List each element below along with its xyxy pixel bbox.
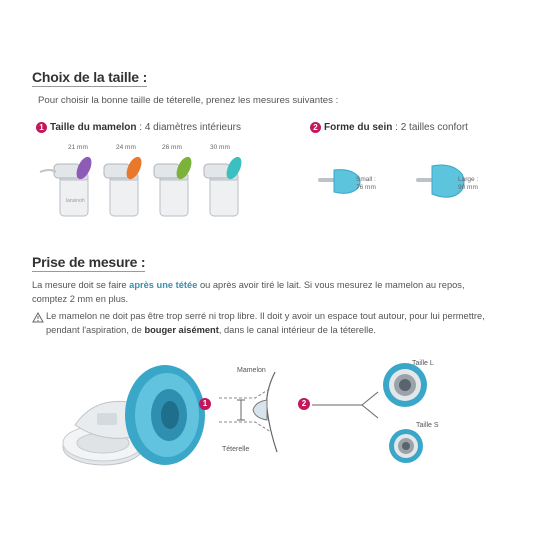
step-2-badge: 2 xyxy=(310,122,321,133)
nipple-size-heading: 1 Taille du mamelon : 4 diamètres intérieurs xyxy=(36,122,241,133)
breast-pumps-illustration xyxy=(38,150,258,220)
diameter-label-26: 26 mm xyxy=(162,144,182,151)
small-flange-label: Small : 76 mm xyxy=(356,176,376,191)
svg-text:lansinoh: lansinoh xyxy=(66,198,85,204)
breast-shape-heading: 2 Forme du sein : 2 tailles confort xyxy=(310,122,468,133)
branch-lines xyxy=(312,380,382,430)
nipple-cross-section-diagram xyxy=(215,370,325,455)
breast-pump-21mm xyxy=(40,155,95,216)
warning-paragraph: Le mamelon ne doit pas être trop serré ni trop libre. Il doit y avoir un espace tout autour, pour lui permettre, pendant l'aspiration, de bouger aisément, dans le canal intérieur de la téterelle. xyxy=(46,311,485,335)
step-1-badge: 1 xyxy=(36,122,47,133)
large-flange-label: Large : 90 mm xyxy=(458,176,479,191)
diameter-label-30: 30 mm xyxy=(210,144,230,151)
diagram-marker-2: 2 xyxy=(298,398,310,410)
diagram-marker-1: 1 xyxy=(199,398,211,410)
breast-pump-24mm xyxy=(104,155,145,216)
diameter-label-21: 21 mm xyxy=(68,144,88,151)
section-title-size-choice: Choix de la taille : xyxy=(32,69,148,85)
section-title-measurement: Prise de mesure : xyxy=(32,254,146,270)
label-teterelle: Téterelle xyxy=(222,446,250,453)
warning-triangle-icon xyxy=(32,312,44,323)
label-taille-l: Taille L xyxy=(412,360,434,367)
label-taille-s: Taille S xyxy=(416,422,439,429)
flange-size-s-icon xyxy=(386,426,426,466)
label-mamelon: Mamelon xyxy=(237,367,266,374)
breast-pump-30mm xyxy=(204,155,245,216)
breast-pump-26mm xyxy=(154,155,195,216)
size-choice-intro: Pour choisir la bonne taille de téterelle, prenez les mesures suivantes : xyxy=(38,95,339,106)
diameter-label-24: 24 mm xyxy=(116,144,136,151)
flange-size-l-icon xyxy=(380,360,430,410)
pump-with-flange-illustration xyxy=(55,355,215,480)
measurement-paragraph: La mesure doit se faire après une tétée ou après avoir tiré le lait. Si vous mesurez le mamelon au repos, comptez 2 mm en plus. xyxy=(32,280,465,304)
